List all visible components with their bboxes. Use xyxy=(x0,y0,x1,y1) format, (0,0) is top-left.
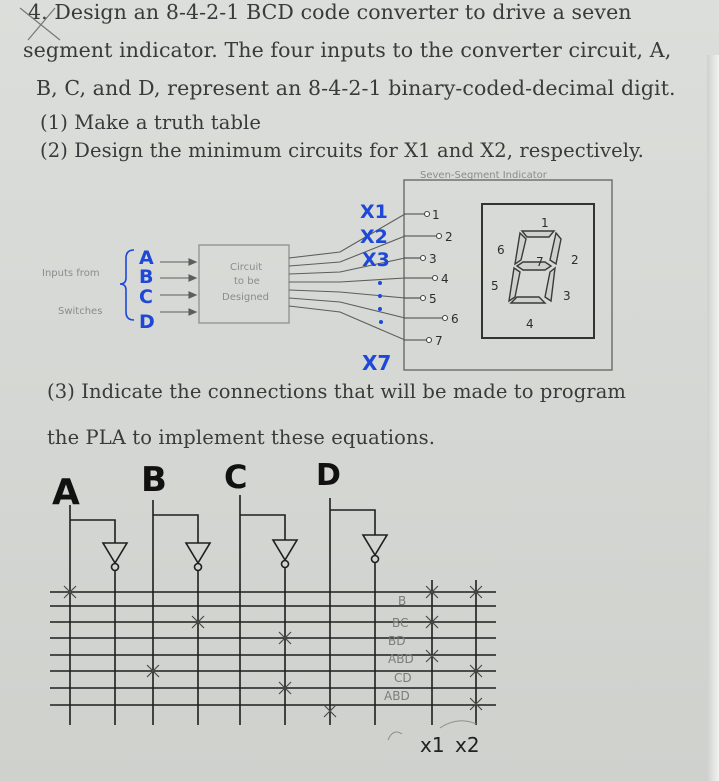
svg-text:C: C xyxy=(224,458,248,496)
svg-text:D: D xyxy=(139,311,155,333)
pla-input-lines xyxy=(70,495,476,725)
svg-text:3: 3 xyxy=(429,252,437,266)
svg-text:X1: X1 xyxy=(360,201,388,223)
circuit-box-label xyxy=(222,262,269,303)
svg-text:C: C xyxy=(139,286,153,308)
margin-marks xyxy=(20,8,60,40)
svg-text:X3: X3 xyxy=(362,249,390,271)
svg-text:6: 6 xyxy=(497,243,505,257)
input-caption xyxy=(42,268,102,317)
svg-text:5: 5 xyxy=(491,279,499,293)
part-3-text-2: the PLA to implement these equations. xyxy=(47,426,436,449)
problem-number: 4. xyxy=(28,0,48,24)
svg-text:x2: x2 xyxy=(455,733,480,757)
handwritten-outputs xyxy=(360,201,390,271)
display-box xyxy=(482,204,594,338)
svg-text:X2: X2 xyxy=(360,226,388,248)
part-1-text: (1) Make a truth table xyxy=(40,111,262,134)
svg-text:D: D xyxy=(316,458,341,493)
svg-text:ABD: ABD xyxy=(384,689,410,703)
handwritten-inputs xyxy=(139,247,155,333)
svg-text:CD: CD xyxy=(394,671,412,685)
problem-text-1: Design an 8-4-2-1 BCD code converter to drive a seven xyxy=(54,0,632,24)
svg-text:7: 7 xyxy=(536,255,544,269)
pla-output-labels xyxy=(420,733,480,757)
svg-text:A: A xyxy=(139,247,154,269)
svg-text:6: 6 xyxy=(451,312,459,326)
svg-text:BD: BD xyxy=(388,634,406,648)
indicator-caption: Seven-Segment Indicator xyxy=(420,170,547,181)
svg-text:B: B xyxy=(139,266,154,288)
part-2-text: (2) Design the minimum circuits for X1 and X2, respectively. xyxy=(40,139,644,162)
svg-text:B: B xyxy=(398,594,407,608)
svg-text:x1: x1 xyxy=(420,733,445,757)
svg-text:5: 5 xyxy=(429,292,437,306)
svg-text:Designed: Designed xyxy=(222,292,270,303)
svg-text:Switches: Switches xyxy=(58,306,103,317)
svg-text:1: 1 xyxy=(541,216,549,230)
svg-text:4: 4 xyxy=(441,272,449,286)
svg-text:Circuit: Circuit xyxy=(230,262,263,273)
pla-product-lines xyxy=(50,592,496,705)
input-brace xyxy=(120,250,134,320)
svg-text:A: A xyxy=(52,472,80,513)
svg-text:ABD: ABD xyxy=(388,652,414,666)
part-3-text-1: (3) Indicate the connections that will be made to program xyxy=(47,380,627,403)
svg-text:B: B xyxy=(141,460,167,500)
seven-segment-display xyxy=(509,231,561,303)
handwritten-x7: X7 xyxy=(362,351,392,375)
svg-text:to be: to be xyxy=(234,276,260,287)
svg-text:3: 3 xyxy=(563,289,571,303)
svg-text:4: 4 xyxy=(526,317,534,331)
svg-text:BC: BC xyxy=(392,616,409,630)
svg-text:1: 1 xyxy=(432,208,440,222)
pencil-term-notes xyxy=(384,594,414,703)
input-arrows xyxy=(160,259,196,315)
svg-text:2: 2 xyxy=(445,230,453,244)
pla-input-labels xyxy=(52,458,341,513)
handwritten-dots xyxy=(378,281,383,324)
svg-text:Inputs from: Inputs from xyxy=(42,268,100,279)
problem-line-3: B, C, and D, represent an 8-4-2-1 binary-coded-decimal digit. xyxy=(36,76,676,100)
problem-line-2: segment indicator. The four inputs to the converter circuit, A, xyxy=(23,38,672,62)
svg-text:7: 7 xyxy=(435,334,443,348)
svg-text:2: 2 xyxy=(571,253,579,267)
